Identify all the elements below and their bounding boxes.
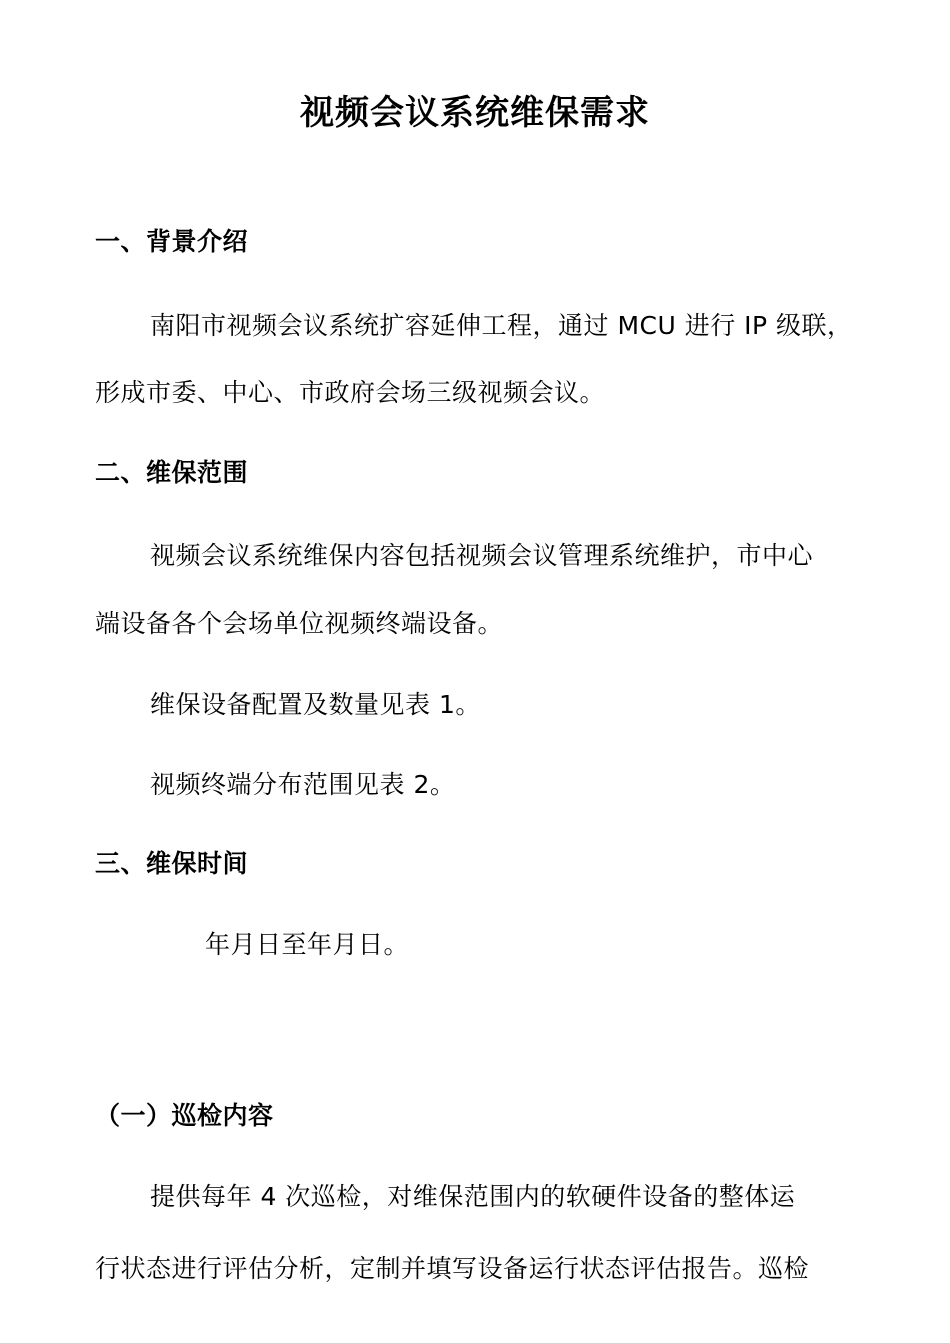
- section-heading-scope: 二、维保范围: [95, 458, 249, 487]
- paragraph-line: 行状态进行评估分析，定制并填写设备运行状态评估报告。巡检: [95, 1254, 810, 1283]
- paragraph-line: 视频终端分布范围见表 2。: [150, 770, 456, 799]
- paragraph-line: 形成市委、中心、市政府会场三级视频会议。: [95, 378, 606, 407]
- subsection-heading-inspection: （一）巡检内容: [95, 1101, 274, 1130]
- paragraph-line: 端设备各个会场单位视频终端设备。: [95, 609, 504, 638]
- document-title: 视频会议系统维保需求: [300, 93, 650, 133]
- paragraph-line: 维保设备配置及数量见表 1。: [150, 690, 481, 719]
- paragraph-line: 提供每年 4 次巡检，对维保范围内的软硬件设备的整体运: [150, 1182, 796, 1211]
- section-heading-time: 三、维保时间: [95, 849, 249, 878]
- paragraph-line: 视频会议系统维保内容包括视频会议管理系统维护，市中心: [150, 541, 814, 570]
- paragraph-line: 南阳市视频会议系统扩容延伸工程，通过 MCU 进行 IP 级联，: [150, 311, 853, 340]
- section-heading-background: 一、背景介绍: [95, 227, 249, 256]
- paragraph-line: 年月日至年月日。: [205, 930, 410, 959]
